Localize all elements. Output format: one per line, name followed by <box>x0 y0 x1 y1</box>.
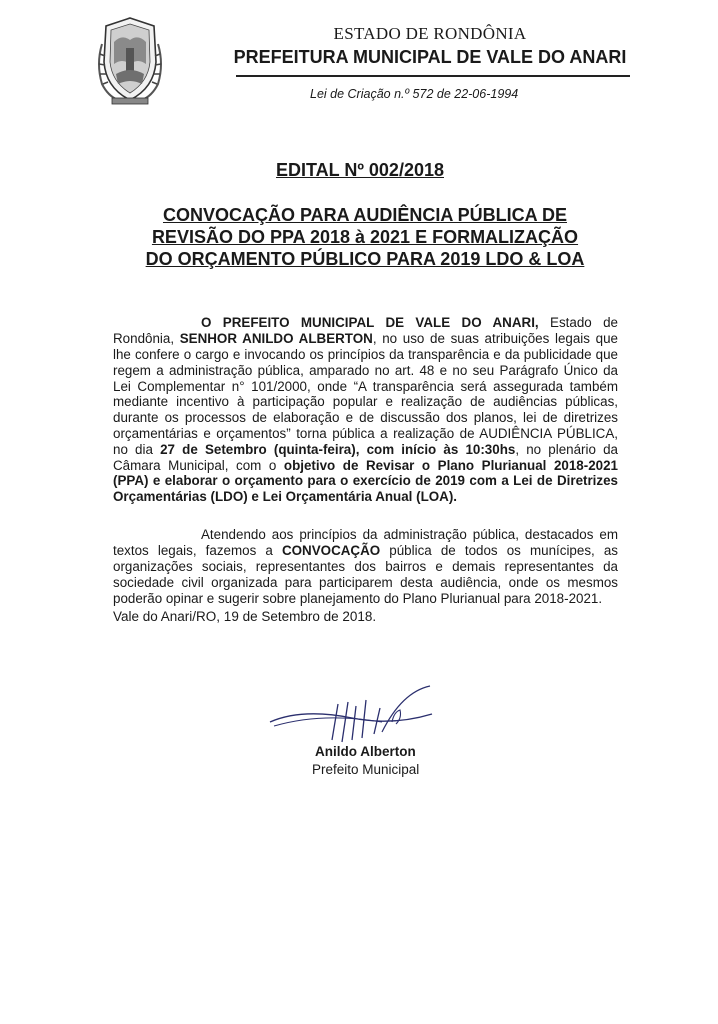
document-date: Vale do Anari/RO, 19 de Setembro de 2018. <box>113 609 377 624</box>
document-heading <box>110 204 620 270</box>
mayor-title: O PREFEITO MUNICIPAL DE VALE DO ANARI, <box>201 315 539 331</box>
hearing-objective: objetivo de Revisar o Plano Plurianual 2018-2021 (PPA) e elaborar o orçamento para o exercício de 2019 com a Lei de Diretrizes Orçamentárias (LDO) e Lei Orçamentária Anual (LOA). <box>113 457 618 505</box>
coat-of-arms-icon <box>96 14 164 106</box>
paragraph-text: pública de todos os munícipes, as organizações sociais, representantes dos bairros e demais representantes da sociedade civil organizada para participarem desta audiência, onde os mesmos poderão opinar e sugerir sobre planejamento do Plano Plurianual para 2018-2021. <box>113 543 618 606</box>
heading-line-1: CONVOCAÇÃO PARA AUDIÊNCIA PÚBLICA DE <box>162 205 567 225</box>
creation-law: Lei de Criação n.º 572 de 22-06-1994 <box>310 87 519 101</box>
signer-role: Prefeito Municipal <box>312 762 420 777</box>
mayor-name: SENHOR ANILDO ALBERTON <box>179 331 373 347</box>
prefeitura-title: PREFEITURA MUNICIPAL DE VALE DO ANARI <box>233 47 627 67</box>
state-name: ESTADO DE RONDÔNIA <box>333 24 527 43</box>
paragraph-text: , no plenário da Câmara Municipal, com o <box>113 441 618 473</box>
paragraph-convocation-call <box>113 527 618 606</box>
edital-number: EDITAL Nº 002/2018 <box>276 160 444 180</box>
paragraph-convocation-intro <box>113 315 618 505</box>
convocation-word: CONVOCAÇÃO <box>281 543 381 559</box>
signer-name: Anildo Alberton <box>315 744 416 759</box>
hearing-date: 27 de Setembro (quinta-feira), com início às 10:30hs <box>160 441 516 457</box>
paragraph-text: , no uso de suas atribuições legais que lhe confere o cargo e invocando os princípios da transparência e da publicidade que regem a administração pública, amparado no art. 48 e no seu Parágrafo Único da Lei Complementar n° 101/2000, onde “A transparência será assegurada também mediante incentivo à participação popular e realização de audiências públicas, durante os processos de elaboração e de discussão dos planos, lei de diretrizes orçamentárias e orçamentos” torna pública a realização de AUDIÊNCIA PÚBLICA, no dia <box>113 331 618 457</box>
paragraph-text: Atendendo aos princípios da administração pública, destacados em textos legais, fazemos a <box>113 527 618 559</box>
paragraph-text: Estado de Rondônia, <box>113 315 618 347</box>
heading-line-2: REVISÃO DO PPA 2018 à 2021 E FORMALIZAÇÃO <box>151 227 579 247</box>
header-divider <box>236 75 630 77</box>
heading-line-3: DO ORÇAMENTO PÚBLICO PARA 2019 LDO & LOA <box>145 249 585 269</box>
